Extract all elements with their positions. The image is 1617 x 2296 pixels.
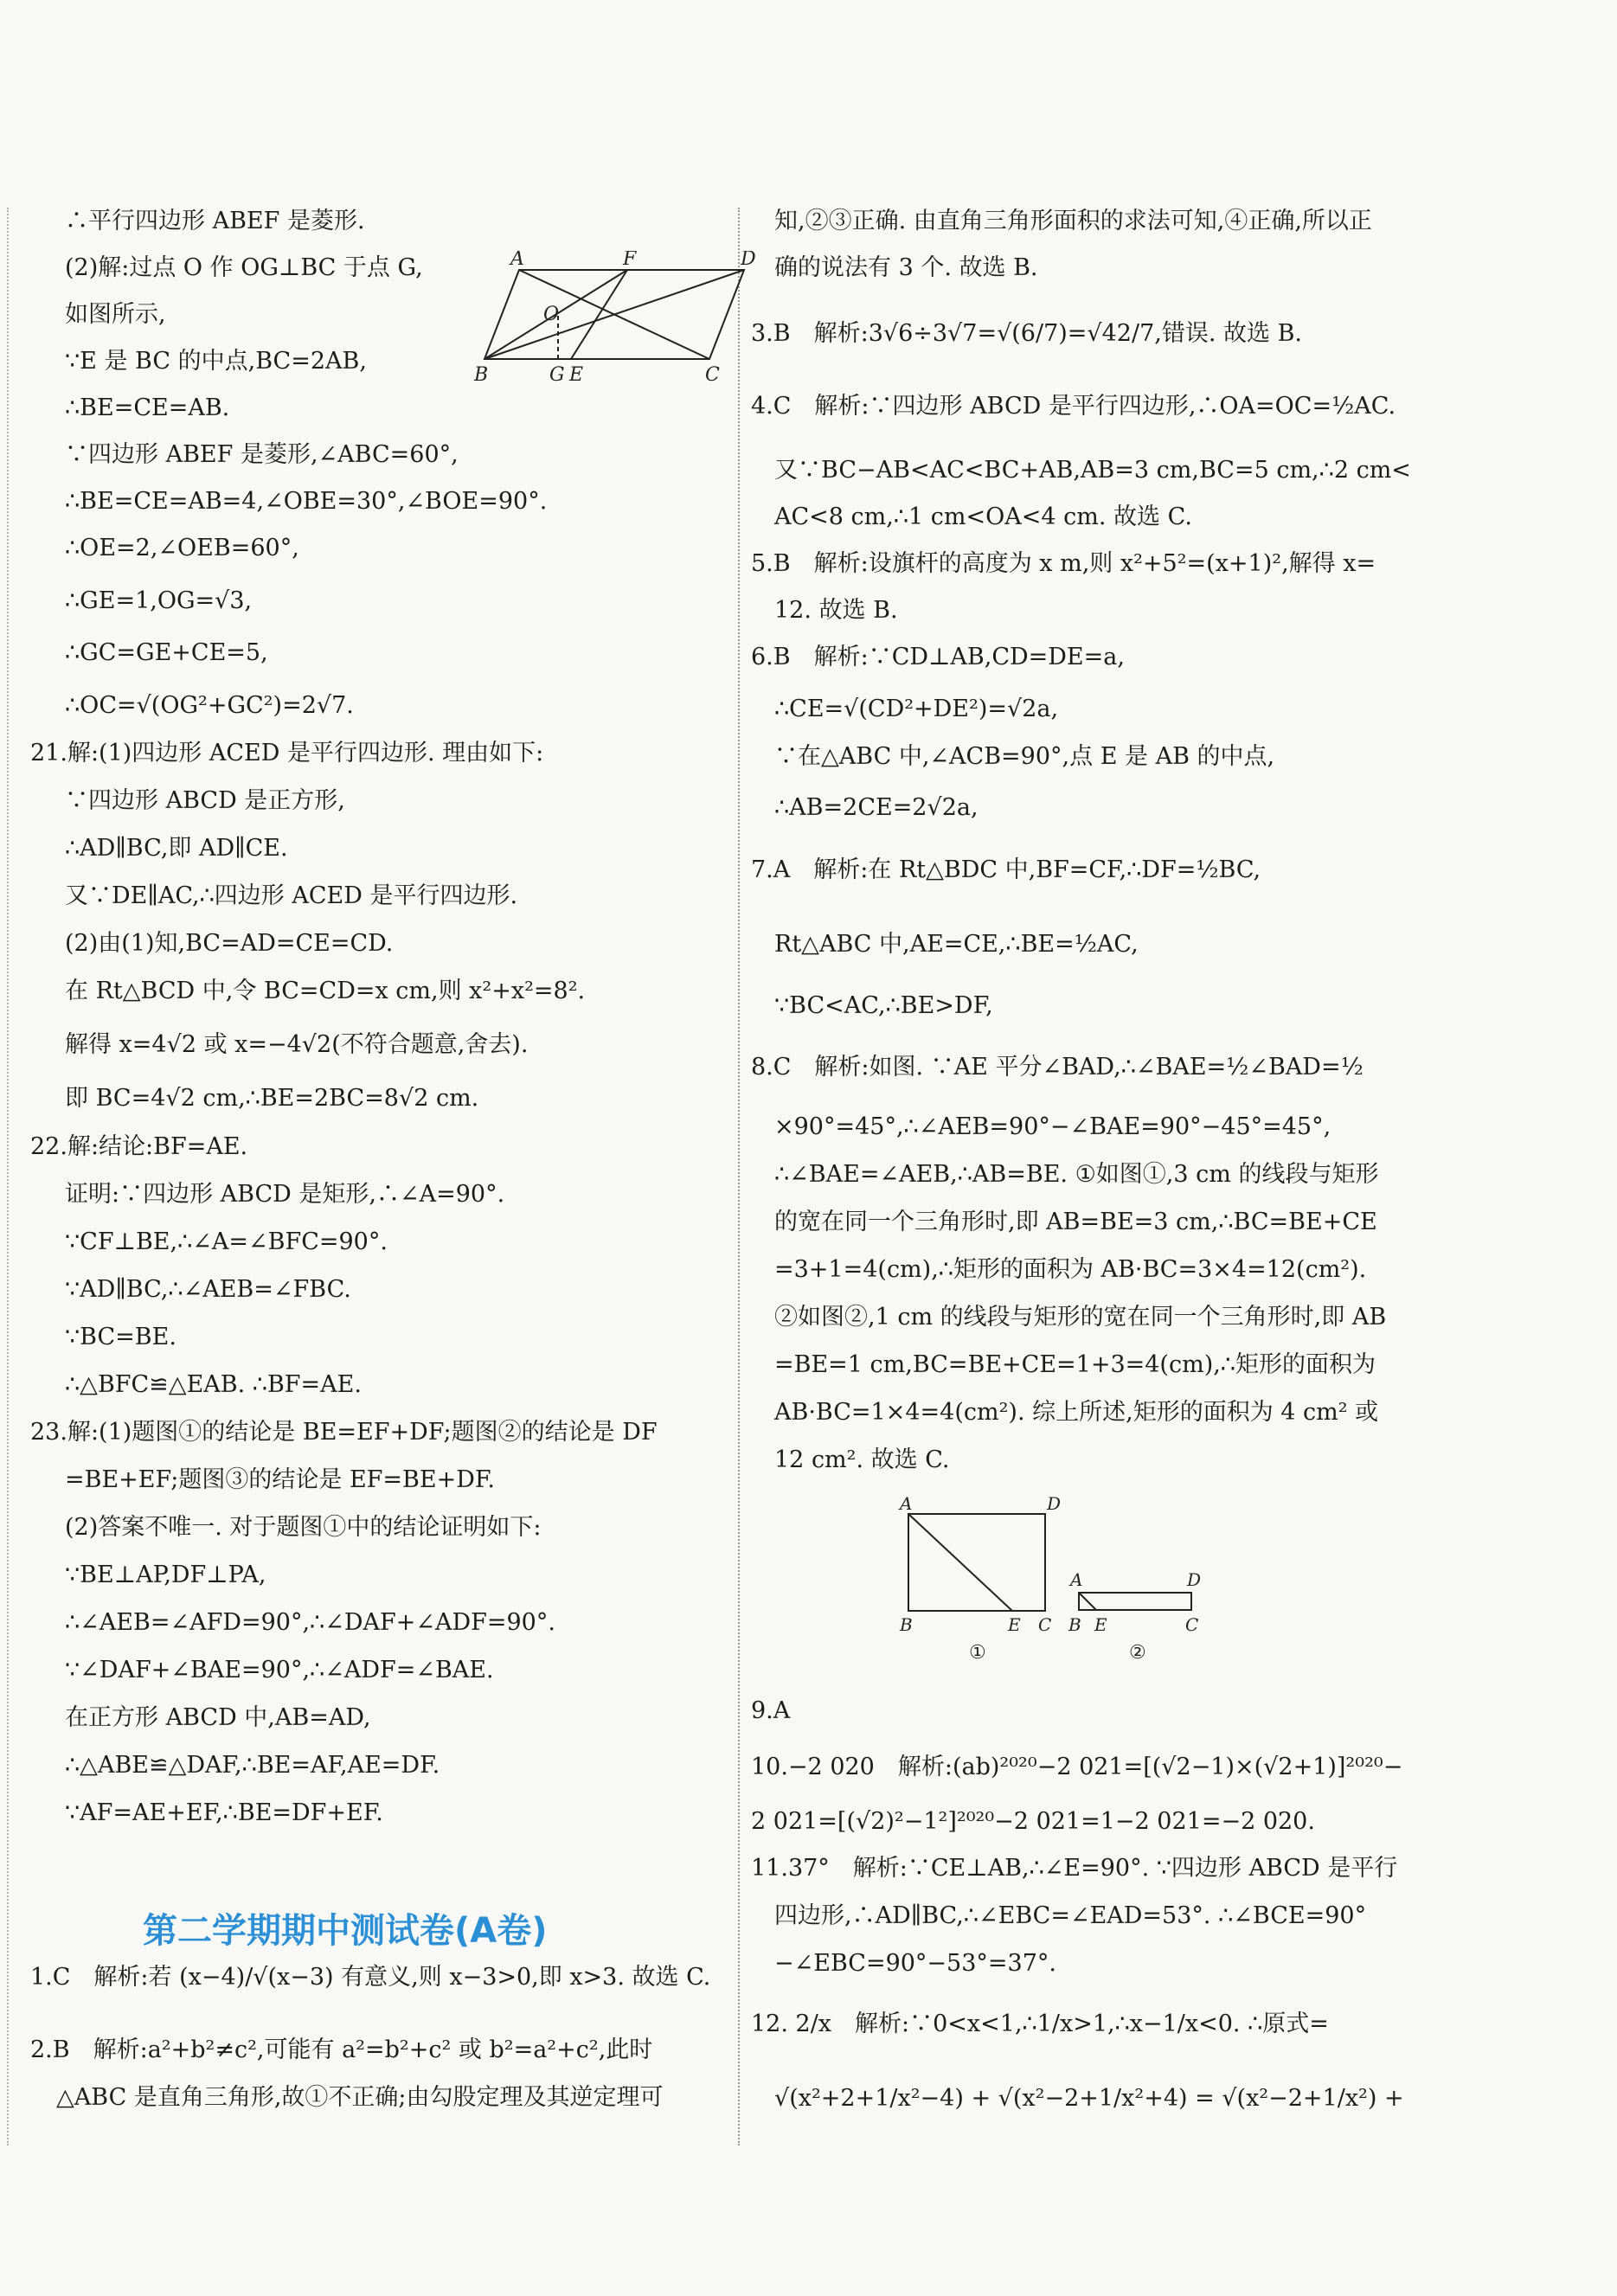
- text-line: −∠EBC=90°−53°=37°.: [774, 1950, 1056, 1977]
- text-line: ∴△ABE≌△DAF,∴BE=AF,AE=DF.: [65, 1752, 440, 1779]
- text-line: 四边形,∴AD∥BC,∴∠EBC=∠EAD=53°. ∴∠BCE=90°: [774, 1902, 1367, 1929]
- text-line: ∵BE⊥AP,DF⊥PA,: [65, 1562, 266, 1588]
- section-title: 第二学期期中测试卷(A卷): [143, 1911, 548, 1951]
- text-line: (2)解:过点 O 作 OG⊥BC 于点 G,: [65, 254, 423, 281]
- text-line: ∵四边形 ABEF 是菱形,∠ABC=60°,: [65, 441, 459, 468]
- text-line: 10.−2 020 解析:(ab)²⁰²⁰−2 021=[(√2−1)×(√2+1)]²⁰²⁰−: [751, 1754, 1403, 1780]
- text-line: (2)答案不唯一. 对于题图①中的结论证明如下:: [65, 1514, 542, 1541]
- r1-label-D: D: [1047, 1493, 1062, 1514]
- text-line: ∴AB=2CE=2√2a,: [774, 794, 979, 821]
- text-line: ×90°=45°,∴∠AEB=90°−∠BAE=90°−45°=45°,: [774, 1113, 1331, 1140]
- text-line: Rt△ABC 中,AE=CE,∴BE=½AC,: [774, 931, 1139, 958]
- left-margin-rule: [7, 208, 9, 2145]
- text-line: ∴OC=√(OG²+GC²)=2√7.: [65, 692, 354, 719]
- text-line: 22.解:结论:BF=AE.: [30, 1133, 248, 1160]
- text-line: 1.C 解析:若 (x−4)/√(x−3) 有意义,则 x−3>0,即 x>3. 故选 C.: [30, 1964, 711, 1991]
- text-line: 即 BC=4√2 cm,∴BE=2BC=8√2 cm.: [65, 1085, 479, 1112]
- text-line: AC<8 cm,∴1 cm<OA<4 cm. 故选 C.: [774, 503, 1192, 530]
- text-line: 如图所示,: [65, 301, 166, 328]
- text-line: ∵∠DAF+∠BAE=90°,∴∠ADF=∠BAE.: [65, 1657, 494, 1684]
- label-A: A: [510, 251, 524, 270]
- text-line: ∴∠BAE=∠AEB,∴AB=BE. ①如图①,3 cm 的线段与矩形: [774, 1161, 1379, 1188]
- text-line: 知,②③正确. 由直角三角形面积的求法可知,④正确,所以正: [774, 208, 1372, 234]
- text-line: 2.B 解析:a²+b²≠c²,可能有 a²=b²+c² 或 b²=a²+c²,此时: [30, 2036, 653, 2063]
- text-line: ∵BC<AC,∴BE>DF,: [774, 992, 993, 1019]
- text-line: ∴BE=CE=AB.: [65, 394, 230, 421]
- text-line: 6.B 解析:∵CD⊥AB,CD=DE=a,: [751, 644, 1125, 670]
- r1-label-B: B: [900, 1614, 913, 1635]
- text-line: 21.解:(1)四边形 ACED 是平行四边形. 理由如下:: [30, 740, 544, 766]
- text-line: ∴GC=GE+CE=5,: [65, 639, 268, 666]
- text-line: 23.解:(1)题图①的结论是 BE=EF+DF;题图②的结论是 DF: [30, 1419, 658, 1446]
- text-line: ∵AD∥BC,∴∠AEB=∠FBC.: [65, 1276, 351, 1303]
- text-line: 5.B 解析:设旗杆的高度为 x m,则 x²+5²=(x+1)²,解得 x=: [751, 550, 1376, 577]
- r2-label-D: D: [1187, 1569, 1202, 1590]
- text-line: ∴OE=2,∠OEB=60°,: [65, 535, 299, 561]
- label-E: E: [569, 364, 584, 386]
- text-line: 12 cm². 故选 C.: [774, 1446, 950, 1473]
- text-line: 4.C 解析:∵四边形 ABCD 是平行四边形,∴OA=OC=½AC.: [751, 393, 1396, 420]
- rectangle-figures: [882, 1492, 1229, 1665]
- text-line: 确的说法有 3 个. 故选 B.: [774, 254, 1038, 281]
- text-line: =3+1=4(cm),∴矩形的面积为 AB·BC=3×4=12(cm²).: [774, 1256, 1367, 1283]
- label-B: B: [474, 364, 489, 386]
- text-line: ∴AD∥BC,即 AD∥CE.: [65, 835, 288, 862]
- text-line: ∵CF⊥BE,∴∠A=∠BFC=90°.: [65, 1228, 388, 1255]
- text-line: 2 021=[(√2)²−1²]²⁰²⁰−2 021=1−2 021=−2 020.: [751, 1808, 1315, 1835]
- text-line: ∴BE=CE=AB=4,∠OBE=30°,∠BOE=90°.: [65, 488, 548, 515]
- caption-1: ①: [969, 1642, 986, 1664]
- text-line: ∵四边形 ABCD 是正方形,: [65, 787, 345, 814]
- parallelogram-figure: [433, 251, 770, 389]
- text-line: =BE+EF;题图③的结论是 EF=BE+DF.: [65, 1466, 495, 1493]
- label-G: G: [549, 364, 565, 386]
- label-F: F: [623, 251, 637, 270]
- label-D: D: [741, 251, 756, 270]
- text-line: 8.C 解析:如图. ∵AE 平分∠BAD,∴∠BAE=½∠BAD=½: [751, 1054, 1364, 1081]
- text-line: 12. 故选 B.: [774, 597, 898, 624]
- text-line: 在 Rt△BCD 中,令 BC=CD=x cm,则 x²+x²=8².: [65, 978, 586, 1004]
- text-line: √(x²+2+1/x²−4) + √(x²−2+1/x²+4) = √(x²−2+1/x²) +: [774, 2085, 1404, 2112]
- text-line: 9.A: [751, 1697, 791, 1724]
- text-line: ∴GE=1,OG=√3,: [65, 587, 253, 614]
- r1-label-E: E: [1008, 1614, 1021, 1635]
- r2-label-C: C: [1185, 1614, 1199, 1635]
- text-line: ∴△BFC≌△EAB. ∴BF=AE.: [65, 1371, 362, 1398]
- r1-label-C: C: [1038, 1614, 1052, 1635]
- r2-label-A: A: [1070, 1569, 1083, 1590]
- text-line: 又∵BC−AB<AC<BC+AB,AB=3 cm,BC=5 cm,∴2 cm<: [774, 457, 1411, 484]
- text-line: 11.37° 解析:∵CE⊥AB,∴∠E=90°. ∵四边形 ABCD 是平行: [751, 1855, 1398, 1882]
- text-line: 3.B 解析:3√6÷3√7=√(6/7)=√42/7,错误. 故选 B.: [751, 320, 1303, 347]
- r2-label-B: B: [1068, 1614, 1081, 1635]
- text-line: 证明:∵四边形 ABCD 是矩形,∴∠A=90°.: [65, 1181, 505, 1208]
- text-line: ②如图②,1 cm 的线段与矩形的宽在同一个三角形时,即 AB: [774, 1304, 1387, 1331]
- text-line: 在正方形 ABCD 中,AB=AD,: [65, 1704, 371, 1731]
- caption-2: ②: [1129, 1642, 1146, 1664]
- text-line: ∵在△ABC 中,∠ACB=90°,点 E 是 AB 的中点,: [774, 743, 1275, 770]
- column-divider: [738, 208, 740, 2145]
- text-line: =BE=1 cm,BC=BE+CE=1+3=4(cm),∴矩形的面积为: [774, 1351, 1376, 1378]
- text-line: 12. 2/x 解析:∵0<x<1,∴1/x>1,∴x−1/x<0. ∴原式=: [751, 2011, 1329, 2037]
- label-O: O: [543, 304, 560, 325]
- text-line: 7.A 解析:在 Rt△BDC 中,BF=CF,∴DF=½BC,: [751, 856, 1261, 883]
- text-line: ∵AF=AE+EF,∴BE=DF+EF.: [65, 1799, 383, 1826]
- label-C: C: [705, 364, 720, 386]
- text-line: (2)由(1)知,BC=AD=CE=CD.: [65, 930, 394, 957]
- text-line: 又∵DE∥AC,∴四边形 ACED 是平行四边形.: [65, 882, 518, 909]
- text-line: 解得 x=4√2 或 x=−4√2(不符合题意,舍去).: [65, 1031, 529, 1058]
- text-line: ∴CE=√(CD²+DE²)=√2a,: [774, 696, 1059, 722]
- r2-label-E: E: [1094, 1614, 1107, 1635]
- text-line: AB·BC=1×4=4(cm²). 综上所述,矩形的面积为 4 cm² 或: [774, 1399, 1379, 1426]
- text-line: ∵BC=BE.: [65, 1324, 176, 1350]
- text-line: ∵E 是 BC 的中点,BC=2AB,: [65, 348, 367, 375]
- text-line: ∴平行四边形 ABEF 是菱形.: [65, 208, 365, 234]
- text-line: 的宽在同一个三角形时,即 AB=BE=3 cm,∴BC=BE+CE: [774, 1209, 1377, 1235]
- text-line: △ABC 是直角三角形,故①不正确;由勾股定理及其逆定理可: [56, 2084, 664, 2111]
- r1-label-A: A: [900, 1493, 913, 1514]
- text-line: ∴∠AEB=∠AFD=90°,∴∠DAF+∠ADF=90°.: [65, 1609, 555, 1636]
